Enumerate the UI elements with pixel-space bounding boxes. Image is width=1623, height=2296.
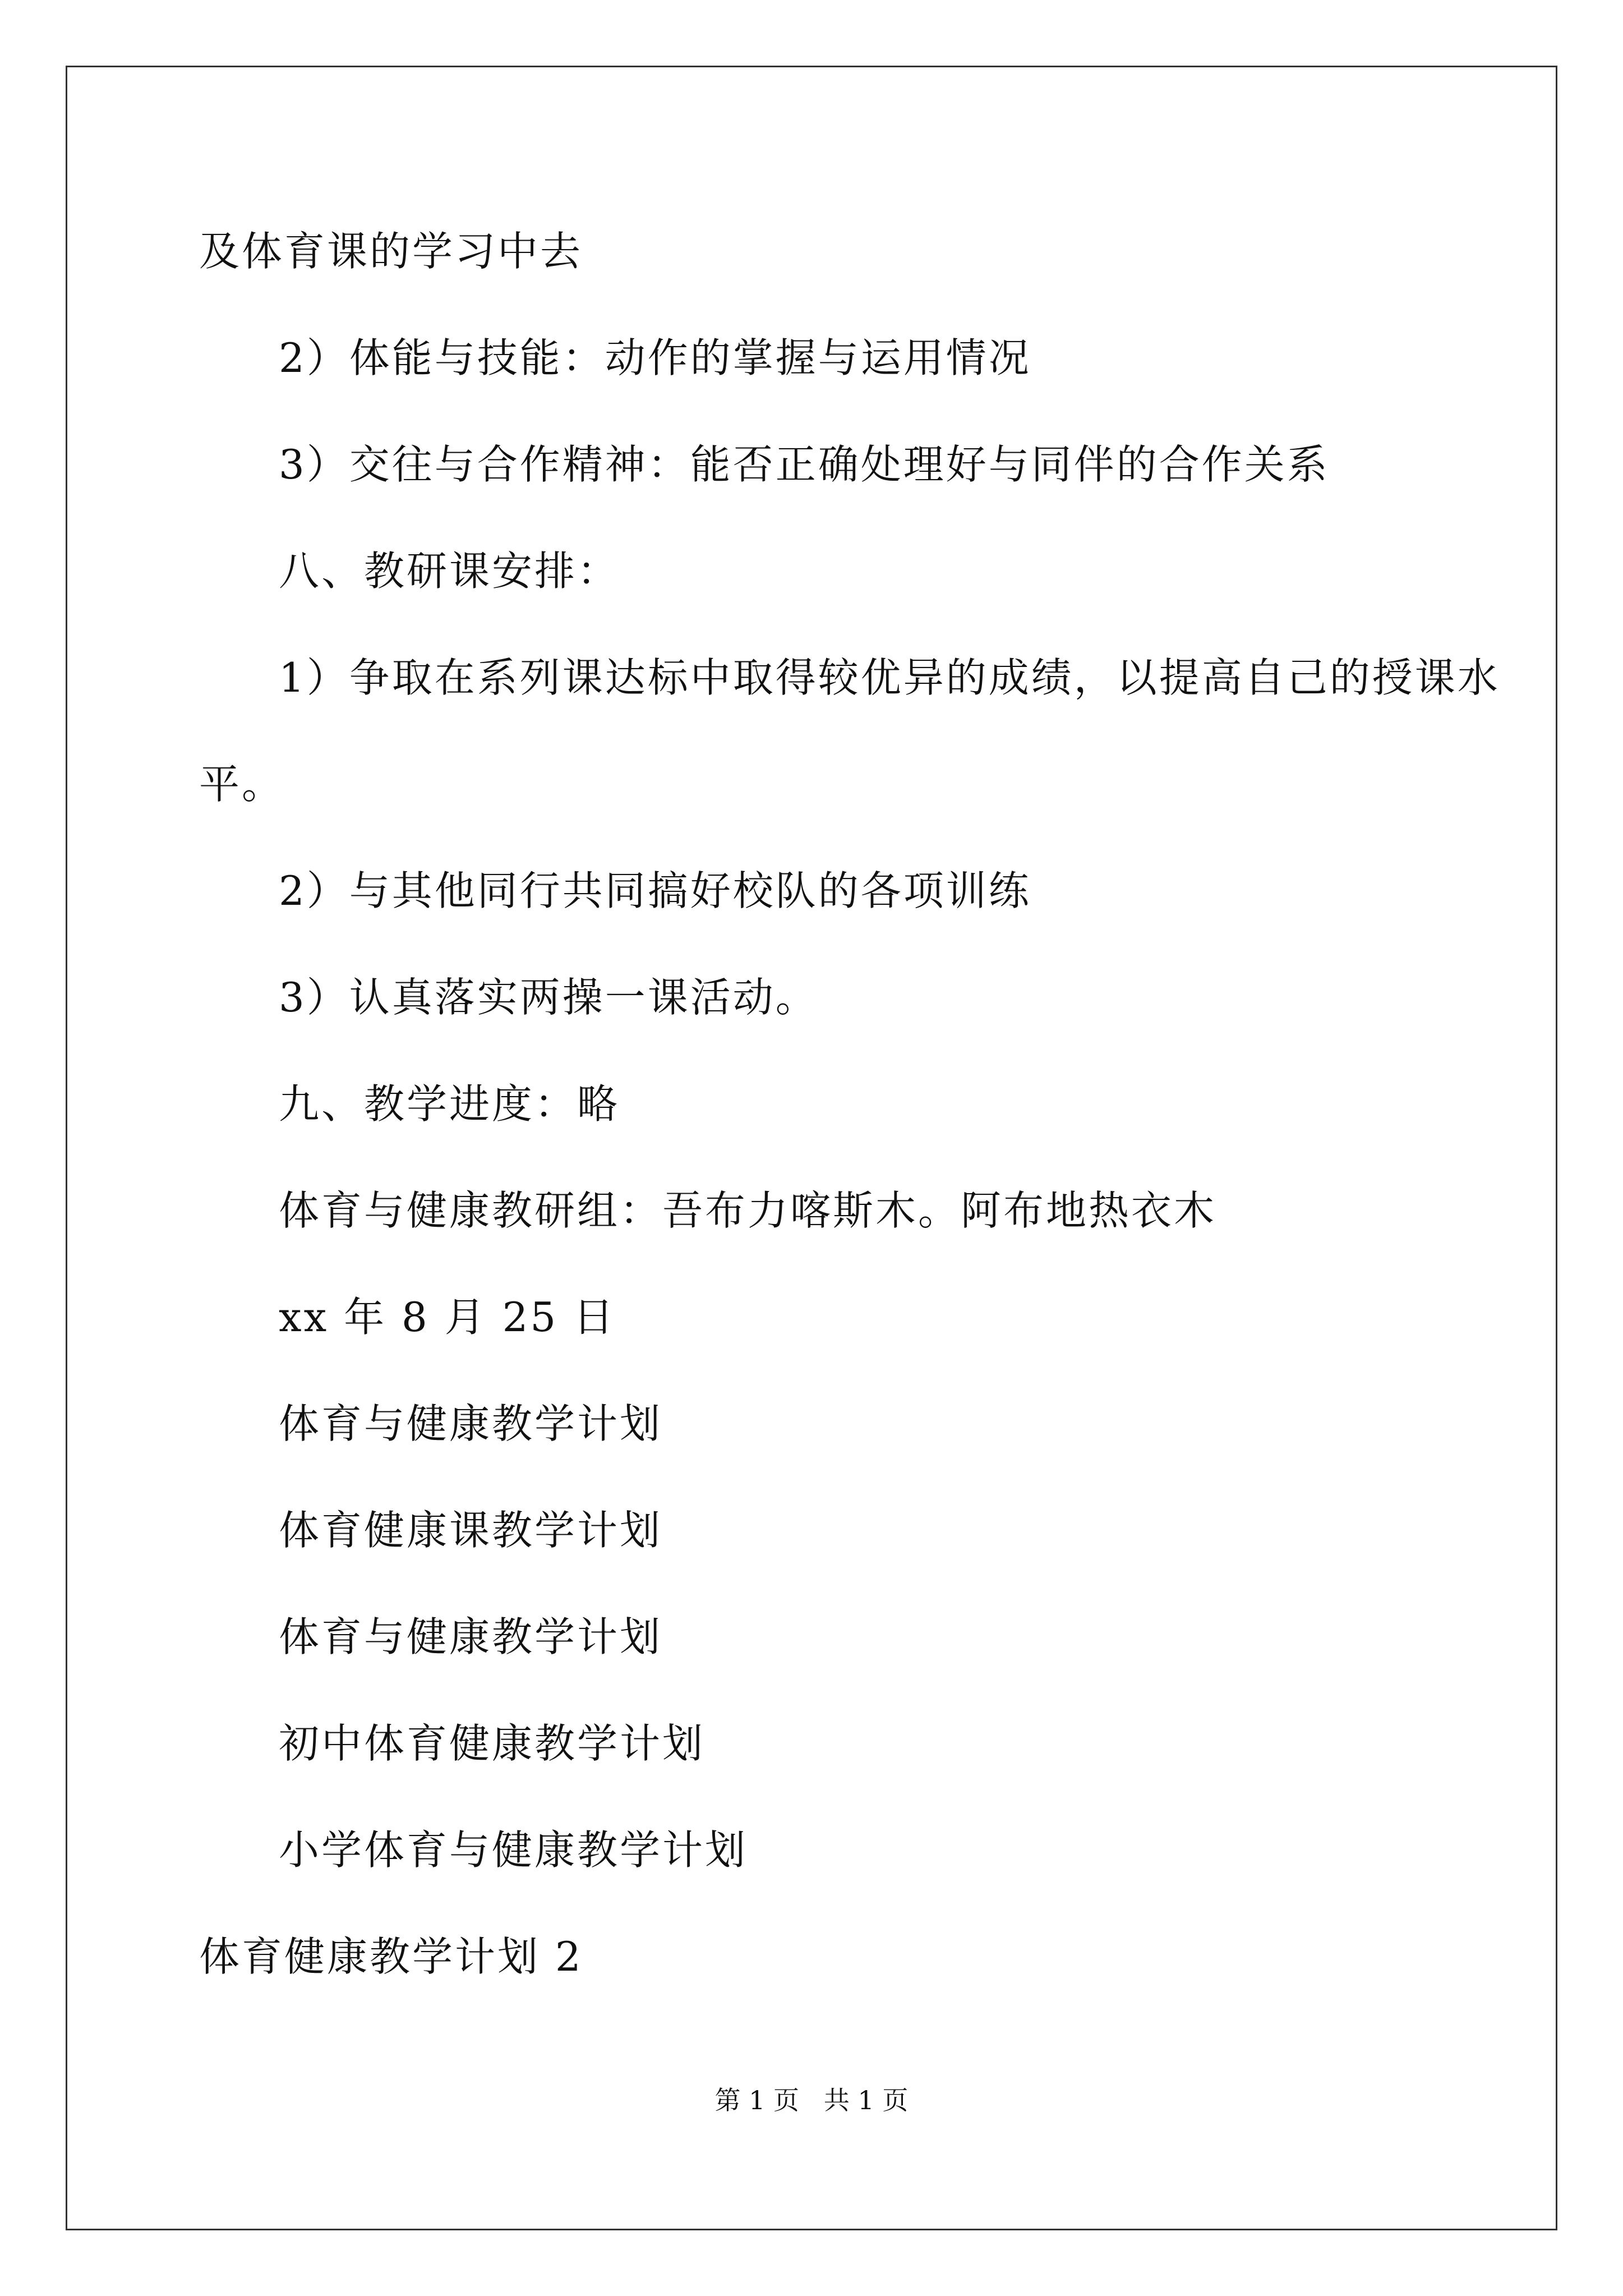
paragraph-item-1-continuation: 平。: [199, 761, 285, 808]
paragraph-continuation: 及体育课的学习中去: [199, 228, 583, 275]
related-title-2: 体育健康课教学计划: [279, 1507, 663, 1554]
section-heading-research-lessons: 八、教研课安排：: [279, 547, 620, 595]
signature-date: xx 年 8 月 25 日: [279, 1294, 616, 1341]
paragraph-item-3: 3）认真落实两操一课活动。: [279, 974, 818, 1021]
paragraph-item-2: 2）与其他同行共同搞好校队的各项训练: [279, 867, 1031, 914]
page-border: [66, 66, 1557, 2230]
paragraph-physical-skills: 2）体能与技能：动作的掌握与运用情况: [279, 334, 1031, 381]
paragraph-item-1: 1）争取在系列课达标中取得较优异的成绩，以提高自己的授课水: [279, 654, 1500, 701]
related-title-4: 初中体育健康教学计划: [279, 1720, 706, 1767]
related-title-5: 小学体育与健康教学计划: [279, 1826, 748, 1874]
related-title-1: 体育与健康教学计划: [279, 1400, 663, 1447]
section-heading-progress: 九、教学进度：略: [279, 1080, 620, 1128]
section-title-plan-2: 体育健康教学计划 2: [199, 1933, 583, 1980]
page-number-footer: 第 1 页 共 1 页: [714, 2085, 909, 2115]
paragraph-cooperation: 3）交往与合作精神：能否正确处理好与同伴的合作关系: [279, 441, 1330, 488]
signature-group: 体育与健康教研组：吾布力喀斯木。阿布地热衣木: [279, 1187, 1217, 1234]
related-title-3: 体育与健康教学计划: [279, 1613, 663, 1660]
